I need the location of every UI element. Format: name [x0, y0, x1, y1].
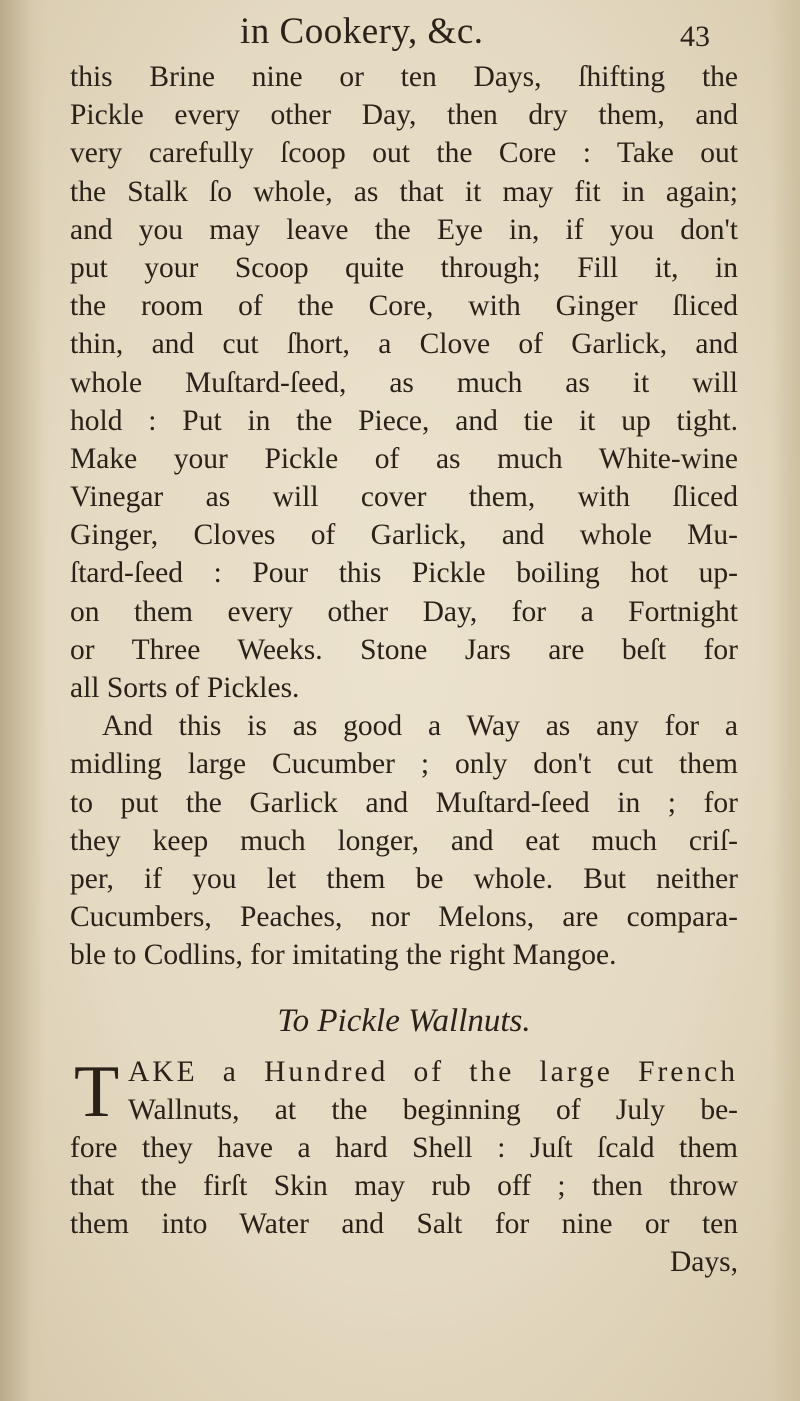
text-line: fore they have a hard Shell : Juſt ſcald them — [70, 1131, 738, 1164]
paragraph-wallnuts — [70, 1050, 738, 1282]
page-header — [110, 10, 710, 62]
catchword: Days, — [669, 1246, 738, 1279]
paragraph-cucumber-note — [70, 707, 738, 974]
text-line: on them every other Day, for a Fortnight — [70, 595, 738, 628]
text-line: AKE a Hundred of the large French — [128, 1055, 738, 1088]
text-line: ble to Codlins, for imitating the right Mangoe. — [70, 939, 617, 972]
text-line: that the firſt Skin may rub off ; then throw — [70, 1170, 738, 1203]
text-line: Make your Pickle of as much White-wine — [70, 442, 738, 475]
text-line: Pickle every other Day, then dry them, and — [70, 99, 738, 132]
text-line: to put the Garlick and Muſtard-ſeed in ; for — [70, 786, 738, 819]
text-line: thin, and cut ſhort, a Clove of Garlick, and — [70, 328, 738, 361]
text-line: or Three Weeks. Stone Jars are beſt for — [70, 633, 738, 666]
text-line: Wallnuts, at the beginning of July be- — [128, 1093, 738, 1126]
text-line: hold : Put in the Piece, and tie it up tight. — [70, 404, 738, 437]
text-line: Vinegar as will cover them, with ſliced — [70, 481, 738, 514]
text-line: and you may leave the Eye in, if you don't — [70, 213, 738, 246]
text-line: the Stalk ſo whole, as that it may fit in again; — [70, 175, 738, 208]
text-line: And this is as good a Way as any for a — [102, 710, 738, 743]
page-edge-shadow — [770, 0, 800, 1401]
text-line: them into Water and Salt for nine or ten — [70, 1208, 738, 1241]
text-line: they keep much longer, and eat much criſ- — [70, 824, 738, 857]
drop-cap: T — [74, 1050, 120, 1133]
section-title: To Pickle Wallnuts. — [277, 1002, 531, 1039]
text-line: put your Scoop quite through; Fill it, in — [70, 251, 738, 284]
text-line: Cucumbers, Peaches, nor Melons, are compara- — [70, 901, 738, 934]
text-line: per, if you let them be whole. But neither — [70, 862, 738, 895]
page-number: 43 — [680, 20, 710, 53]
text-line: very carefully ſcoop out the Core : Take out — [70, 137, 738, 170]
text-line: ſtard-ſeed : Pour this Pickle boiling hot up- — [70, 557, 738, 590]
running-head: in Cookery, &c. — [240, 11, 484, 52]
text-line: whole Muſtard-ſeed, as much as it will — [70, 366, 738, 399]
page-gutter-shadow — [0, 0, 46, 1401]
text-line: the room of the Core, with Ginger ſliced — [70, 290, 738, 323]
text-line: Ginger, Cloves of Garlick, and whole Mu- — [70, 519, 738, 552]
text-line: this Brine nine or ten Days, ſhifting the — [70, 61, 738, 93]
text-line: midling large Cucumber ; only don't cut them — [70, 748, 738, 781]
body-text — [70, 58, 738, 1282]
paragraph-mangoe-cucumbers — [70, 58, 738, 707]
text-line: all Sorts of Pickles. — [70, 672, 300, 704]
